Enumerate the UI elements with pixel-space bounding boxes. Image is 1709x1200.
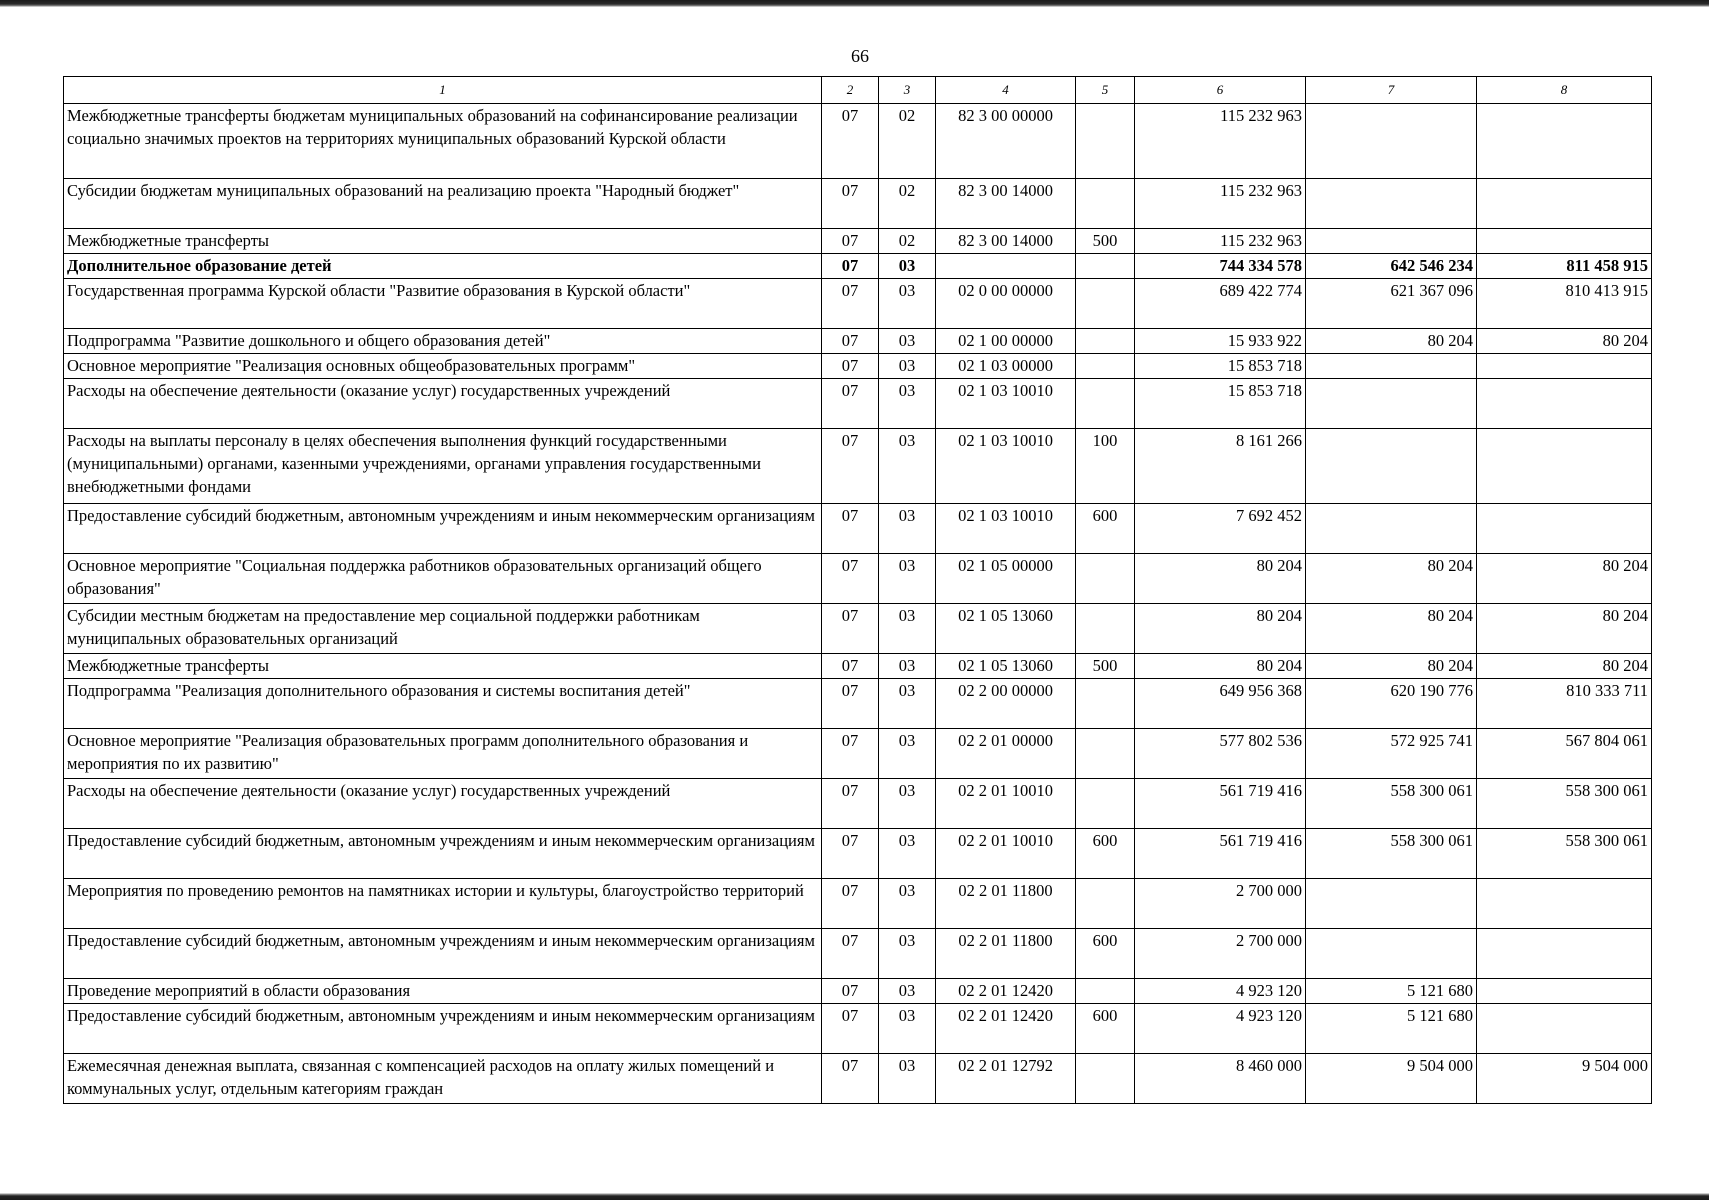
cell-section: 07 bbox=[822, 229, 879, 254]
cell-name: Расходы на выплаты персоналу в целях обеспечения выполнения функций государственными (муниципальными) органами, казенными учреждениями, органами управления государственными внебюджетными фондами bbox=[64, 429, 822, 504]
cell-section: 07 bbox=[822, 554, 879, 604]
table-row bbox=[64, 329, 1652, 354]
cell-expense-type bbox=[1076, 279, 1135, 329]
cell-amount-3: 810 413 915 bbox=[1477, 279, 1652, 329]
cell-target-article: 02 1 03 10010 bbox=[936, 429, 1076, 504]
cell-name: Предоставление субсидий бюджетным, автономным учреждениям и иным некоммерческим организациям bbox=[64, 929, 822, 979]
cell-subsection: 03 bbox=[879, 429, 936, 504]
cell-subsection: 03 bbox=[879, 654, 936, 679]
cell-name: Государственная программа Курской области "Развитие образования в Курской области" bbox=[64, 279, 822, 329]
cell-expense-type bbox=[1076, 104, 1135, 179]
cell-section: 07 bbox=[822, 729, 879, 779]
header-row bbox=[64, 77, 1652, 104]
table-row bbox=[64, 1004, 1652, 1054]
cell-section: 07 bbox=[822, 179, 879, 229]
cell-section: 07 bbox=[822, 829, 879, 879]
cell-name: Проведение мероприятий в области образования bbox=[64, 979, 822, 1004]
cell-subsection: 03 bbox=[879, 379, 936, 429]
table-row bbox=[64, 879, 1652, 929]
cell-amount-2: 558 300 061 bbox=[1306, 829, 1477, 879]
cell-amount-3 bbox=[1477, 1004, 1652, 1054]
cell-amount-2: 572 925 741 bbox=[1306, 729, 1477, 779]
cell-section: 07 bbox=[822, 779, 879, 829]
cell-expense-type bbox=[1076, 329, 1135, 354]
cell-expense-type bbox=[1076, 879, 1135, 929]
table-row bbox=[64, 354, 1652, 379]
cell-subsection: 02 bbox=[879, 104, 936, 179]
cell-amount-3: 80 204 bbox=[1477, 554, 1652, 604]
cell-target-article: 02 1 05 00000 bbox=[936, 554, 1076, 604]
cell-target-article: 02 2 00 00000 bbox=[936, 679, 1076, 729]
table-row bbox=[64, 929, 1652, 979]
cell-amount-1: 115 232 963 bbox=[1135, 229, 1306, 254]
cell-amount-3 bbox=[1477, 879, 1652, 929]
cell-target-article: 02 1 05 13060 bbox=[936, 604, 1076, 654]
cell-amount-2: 620 190 776 bbox=[1306, 679, 1477, 729]
table-row bbox=[64, 729, 1652, 779]
table-row bbox=[64, 104, 1652, 179]
cell-amount-3: 9 504 000 bbox=[1477, 1054, 1652, 1104]
cell-amount-1: 577 802 536 bbox=[1135, 729, 1306, 779]
cell-name: Межбюджетные трансферты bbox=[64, 229, 822, 254]
table-row bbox=[64, 279, 1652, 329]
cell-amount-2 bbox=[1306, 104, 1477, 179]
cell-subsection: 03 bbox=[879, 829, 936, 879]
cell-subsection: 03 bbox=[879, 329, 936, 354]
cell-amount-1: 15 853 718 bbox=[1135, 354, 1306, 379]
cell-section: 07 bbox=[822, 104, 879, 179]
cell-section: 07 bbox=[822, 1004, 879, 1054]
cell-name: Основное мероприятие "Реализация основных общеобразовательных программ" bbox=[64, 354, 822, 379]
cell-amount-2: 80 204 bbox=[1306, 329, 1477, 354]
table-row bbox=[64, 779, 1652, 829]
cell-amount-2 bbox=[1306, 504, 1477, 554]
cell-amount-3: 811 458 915 bbox=[1477, 254, 1652, 279]
cell-amount-1: 15 853 718 bbox=[1135, 379, 1306, 429]
cell-section: 07 bbox=[822, 879, 879, 929]
cell-amount-2 bbox=[1306, 429, 1477, 504]
cell-amount-1: 8 161 266 bbox=[1135, 429, 1306, 504]
cell-subsection: 03 bbox=[879, 929, 936, 979]
cell-target-article: 82 3 00 14000 bbox=[936, 229, 1076, 254]
cell-subsection: 02 bbox=[879, 229, 936, 254]
cell-subsection: 03 bbox=[879, 254, 936, 279]
cell-subsection: 03 bbox=[879, 554, 936, 604]
cell-subsection: 03 bbox=[879, 679, 936, 729]
cell-amount-3: 80 204 bbox=[1477, 604, 1652, 654]
cell-name: Расходы на обеспечение деятельности (оказание услуг) государственных учреждений bbox=[64, 779, 822, 829]
cell-amount-3 bbox=[1477, 929, 1652, 979]
cell-expense-type: 600 bbox=[1076, 1004, 1135, 1054]
cell-expense-type bbox=[1076, 554, 1135, 604]
cell-amount-1: 80 204 bbox=[1135, 604, 1306, 654]
header-col-1: 1 bbox=[64, 77, 822, 104]
cell-subsection: 03 bbox=[879, 279, 936, 329]
cell-target-article: 02 2 01 12420 bbox=[936, 1004, 1076, 1054]
scan-bottom-edge bbox=[0, 1193, 1709, 1200]
table-row bbox=[64, 504, 1652, 554]
cell-target-article: 82 3 00 00000 bbox=[936, 104, 1076, 179]
table-row bbox=[64, 254, 1652, 279]
header-col-2: 2 bbox=[822, 77, 879, 104]
cell-amount-3 bbox=[1477, 179, 1652, 229]
cell-target-article: 02 1 03 10010 bbox=[936, 379, 1076, 429]
cell-amount-2: 558 300 061 bbox=[1306, 779, 1477, 829]
cell-target-article: 02 2 01 12420 bbox=[936, 979, 1076, 1004]
cell-expense-type: 600 bbox=[1076, 504, 1135, 554]
cell-section: 07 bbox=[822, 429, 879, 504]
cell-name: Подпрограмма "Реализация дополнительного образования и системы воспитания детей" bbox=[64, 679, 822, 729]
cell-section: 07 bbox=[822, 279, 879, 329]
cell-section: 07 bbox=[822, 604, 879, 654]
cell-expense-type bbox=[1076, 179, 1135, 229]
cell-amount-3: 567 804 061 bbox=[1477, 729, 1652, 779]
cell-section: 07 bbox=[822, 654, 879, 679]
cell-amount-1: 4 923 120 bbox=[1135, 979, 1306, 1004]
cell-amount-3 bbox=[1477, 429, 1652, 504]
table-row bbox=[64, 679, 1652, 729]
cell-amount-1: 15 933 922 bbox=[1135, 329, 1306, 354]
cell-section: 07 bbox=[822, 979, 879, 1004]
cell-subsection: 03 bbox=[879, 979, 936, 1004]
cell-target-article: 02 1 05 13060 bbox=[936, 654, 1076, 679]
cell-amount-2 bbox=[1306, 879, 1477, 929]
cell-amount-1: 4 923 120 bbox=[1135, 1004, 1306, 1054]
table-row bbox=[64, 429, 1652, 504]
table-row bbox=[64, 379, 1652, 429]
cell-expense-type bbox=[1076, 604, 1135, 654]
cell-expense-type bbox=[1076, 979, 1135, 1004]
header-col-7: 7 bbox=[1306, 77, 1477, 104]
cell-target-article: 82 3 00 14000 bbox=[936, 179, 1076, 229]
cell-section: 07 bbox=[822, 329, 879, 354]
cell-target-article: 02 2 01 10010 bbox=[936, 829, 1076, 879]
cell-amount-1: 2 700 000 bbox=[1135, 879, 1306, 929]
cell-name: Основное мероприятие "Реализация образовательных программ дополнительного образования и мероприятия по их развитию" bbox=[64, 729, 822, 779]
cell-section: 07 bbox=[822, 504, 879, 554]
cell-amount-2: 642 546 234 bbox=[1306, 254, 1477, 279]
page-number: 66 bbox=[851, 46, 869, 66]
cell-amount-2 bbox=[1306, 229, 1477, 254]
cell-amount-2 bbox=[1306, 354, 1477, 379]
cell-target-article: 02 2 01 00000 bbox=[936, 729, 1076, 779]
cell-amount-3 bbox=[1477, 354, 1652, 379]
cell-subsection: 02 bbox=[879, 179, 936, 229]
scan-top-edge bbox=[0, 0, 1709, 7]
cell-amount-2: 621 367 096 bbox=[1306, 279, 1477, 329]
cell-amount-3 bbox=[1477, 379, 1652, 429]
cell-target-article: 02 2 01 10010 bbox=[936, 779, 1076, 829]
cell-subsection: 03 bbox=[879, 1004, 936, 1054]
cell-name: Предоставление субсидий бюджетным, автономным учреждениям и иным некоммерческим организациям bbox=[64, 1004, 822, 1054]
cell-amount-1: 115 232 963 bbox=[1135, 104, 1306, 179]
cell-expense-type: 600 bbox=[1076, 929, 1135, 979]
cell-amount-2: 9 504 000 bbox=[1306, 1054, 1477, 1104]
table-row bbox=[64, 604, 1652, 654]
cell-expense-type bbox=[1076, 254, 1135, 279]
cell-amount-2 bbox=[1306, 179, 1477, 229]
cell-name: Расходы на обеспечение деятельности (оказание услуг) государственных учреждений bbox=[64, 379, 822, 429]
cell-subsection: 03 bbox=[879, 604, 936, 654]
table-row bbox=[64, 979, 1652, 1004]
table-row bbox=[64, 1054, 1652, 1104]
cell-amount-1: 80 204 bbox=[1135, 554, 1306, 604]
cell-expense-type bbox=[1076, 1054, 1135, 1104]
cell-amount-2: 80 204 bbox=[1306, 604, 1477, 654]
cell-name: Основное мероприятие "Социальная поддержка работников образовательных организаций общего образования" bbox=[64, 554, 822, 604]
cell-name: Субсидии бюджетам муниципальных образований на реализацию проекта "Народный бюджет" bbox=[64, 179, 822, 229]
cell-name: Предоставление субсидий бюджетным, автономным учреждениям и иным некоммерческим организациям bbox=[64, 504, 822, 554]
cell-section: 07 bbox=[822, 354, 879, 379]
cell-expense-type: 500 bbox=[1076, 654, 1135, 679]
cell-expense-type: 600 bbox=[1076, 829, 1135, 879]
cell-subsection: 03 bbox=[879, 779, 936, 829]
cell-amount-1: 744 334 578 bbox=[1135, 254, 1306, 279]
cell-amount-2 bbox=[1306, 929, 1477, 979]
cell-amount-3 bbox=[1477, 504, 1652, 554]
header-col-8: 8 bbox=[1477, 77, 1652, 104]
table-row bbox=[64, 554, 1652, 604]
cell-section: 07 bbox=[822, 929, 879, 979]
cell-amount-3 bbox=[1477, 979, 1652, 1004]
table-row bbox=[64, 829, 1652, 879]
cell-expense-type bbox=[1076, 379, 1135, 429]
cell-section: 07 bbox=[822, 679, 879, 729]
cell-target-article: 02 1 03 00000 bbox=[936, 354, 1076, 379]
cell-expense-type bbox=[1076, 729, 1135, 779]
header-col-3: 3 bbox=[879, 77, 936, 104]
cell-expense-type bbox=[1076, 679, 1135, 729]
cell-target-article: 02 2 01 11800 bbox=[936, 879, 1076, 929]
cell-amount-1: 561 719 416 bbox=[1135, 829, 1306, 879]
table-row bbox=[64, 179, 1652, 229]
header-col-6: 6 bbox=[1135, 77, 1306, 104]
cell-target-article: 02 1 03 10010 bbox=[936, 504, 1076, 554]
table-row bbox=[64, 229, 1652, 254]
cell-name: Межбюджетные трансферты бюджетам муниципальных образований на софинансирование реализации социально значимых проектов на территориях муниципальных образований Курской области bbox=[64, 104, 822, 179]
cell-target-article: 02 1 00 00000 bbox=[936, 329, 1076, 354]
cell-name: Предоставление субсидий бюджетным, автономным учреждениям и иным некоммерческим организациям bbox=[64, 829, 822, 879]
cell-amount-1: 7 692 452 bbox=[1135, 504, 1306, 554]
cell-name: Подпрограмма "Развитие дошкольного и общего образования детей" bbox=[64, 329, 822, 354]
cell-subsection: 03 bbox=[879, 504, 936, 554]
cell-amount-1: 561 719 416 bbox=[1135, 779, 1306, 829]
cell-amount-2: 80 204 bbox=[1306, 554, 1477, 604]
cell-section: 07 bbox=[822, 254, 879, 279]
cell-subsection: 03 bbox=[879, 729, 936, 779]
cell-amount-3: 558 300 061 bbox=[1477, 779, 1652, 829]
cell-amount-1: 2 700 000 bbox=[1135, 929, 1306, 979]
cell-name: Межбюджетные трансферты bbox=[64, 654, 822, 679]
cell-amount-1: 115 232 963 bbox=[1135, 179, 1306, 229]
cell-amount-3: 558 300 061 bbox=[1477, 829, 1652, 879]
cell-name: Мероприятия по проведению ремонтов на памятниках истории и культуры, благоустройство территорий bbox=[64, 879, 822, 929]
cell-expense-type: 100 bbox=[1076, 429, 1135, 504]
cell-expense-type bbox=[1076, 779, 1135, 829]
header-col-5: 5 bbox=[1076, 77, 1135, 104]
cell-name: Ежемесячная денежная выплата, связанная с компенсацией расходов на оплату жилых помещений и коммунальных услуг, отдельным категориям граждан bbox=[64, 1054, 822, 1104]
cell-section: 07 bbox=[822, 1054, 879, 1104]
cell-amount-1: 689 422 774 bbox=[1135, 279, 1306, 329]
cell-amount-2 bbox=[1306, 379, 1477, 429]
cell-amount-2: 5 121 680 bbox=[1306, 1004, 1477, 1054]
header-col-4: 4 bbox=[936, 77, 1076, 104]
cell-target-article: 02 2 01 12792 bbox=[936, 1054, 1076, 1104]
table-row bbox=[64, 654, 1652, 679]
cell-subsection: 03 bbox=[879, 879, 936, 929]
cell-section: 07 bbox=[822, 379, 879, 429]
cell-name: Дополнительное образование детей bbox=[64, 254, 822, 279]
cell-amount-3: 80 204 bbox=[1477, 654, 1652, 679]
cell-target-article bbox=[936, 254, 1076, 279]
cell-target-article: 02 2 01 11800 bbox=[936, 929, 1076, 979]
cell-amount-2: 5 121 680 bbox=[1306, 979, 1477, 1004]
budget-table bbox=[63, 76, 1652, 1104]
cell-expense-type bbox=[1076, 354, 1135, 379]
cell-subsection: 03 bbox=[879, 1054, 936, 1104]
cell-amount-3: 80 204 bbox=[1477, 329, 1652, 354]
cell-amount-3 bbox=[1477, 229, 1652, 254]
cell-amount-1: 649 956 368 bbox=[1135, 679, 1306, 729]
cell-amount-1: 8 460 000 bbox=[1135, 1054, 1306, 1104]
cell-amount-2: 80 204 bbox=[1306, 654, 1477, 679]
cell-amount-1: 80 204 bbox=[1135, 654, 1306, 679]
cell-amount-3 bbox=[1477, 104, 1652, 179]
cell-amount-3: 810 333 711 bbox=[1477, 679, 1652, 729]
cell-subsection: 03 bbox=[879, 354, 936, 379]
cell-name: Субсидии местным бюджетам на предоставление мер социальной поддержки работникам муниципальных образовательных организаций bbox=[64, 604, 822, 654]
cell-target-article: 02 0 00 00000 bbox=[936, 279, 1076, 329]
cell-expense-type: 500 bbox=[1076, 229, 1135, 254]
